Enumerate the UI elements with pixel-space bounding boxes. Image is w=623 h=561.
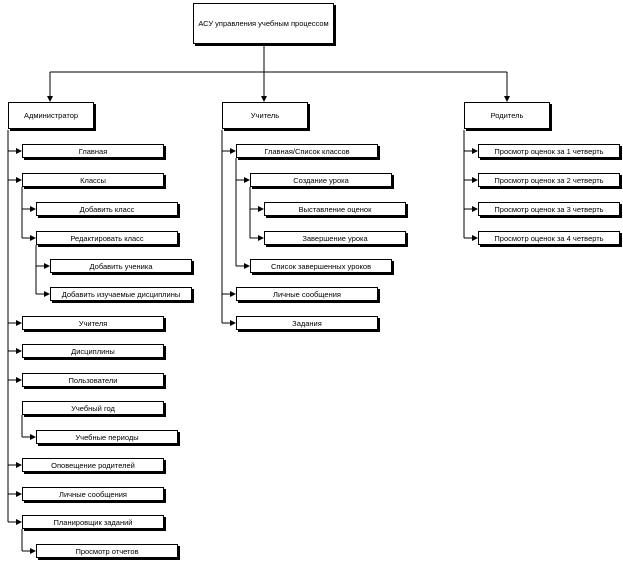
teacher-node: Учитель bbox=[222, 102, 308, 129]
parent-item-q3: Просмотр оценок за 3 четверть bbox=[478, 202, 620, 216]
teacher-item-tasks: Задания bbox=[236, 316, 378, 330]
teacher-item-finished-lessons: Список завершенных уроков bbox=[250, 259, 392, 273]
teacher-item-classes-list: Главная/Список классов bbox=[236, 144, 378, 158]
admin-item-users: Пользователи bbox=[22, 373, 164, 387]
admin-item-disciplines: Дисциплины bbox=[22, 344, 164, 358]
admin-item-reports: Просмотр отчетов bbox=[36, 544, 178, 558]
admin-item-messages: Личные сообщения bbox=[22, 487, 164, 501]
parent-item-q2: Просмотр оценок за 2 четверть bbox=[478, 173, 620, 187]
admin-item-scheduler: Планировщик заданий bbox=[22, 515, 164, 529]
admin-node: Администратор bbox=[8, 102, 94, 129]
teacher-item-grading: Выставление оценок bbox=[264, 202, 406, 216]
admin-item-teachers: Учителя bbox=[22, 316, 164, 330]
admin-item-main: Главная bbox=[22, 144, 164, 158]
admin-item-edit-class: Редактировать класс bbox=[36, 231, 178, 245]
parent-item-q1: Просмотр оценок за 1 четверть bbox=[478, 144, 620, 158]
parent-item-q4: Просмотр оценок за 4 четверть bbox=[478, 231, 620, 245]
root-node: АСУ управления учебным процессом bbox=[193, 3, 334, 44]
admin-item-add-class: Добавить класс bbox=[36, 202, 178, 216]
admin-item-study-periods: Учебные периоды bbox=[36, 430, 178, 444]
teacher-item-messages: Личные сообщения bbox=[236, 287, 378, 301]
teacher-item-create-lesson: Создание урока bbox=[250, 173, 392, 187]
admin-item-add-disciplines: Добавить изучаемые дисциплины bbox=[50, 287, 192, 301]
admin-item-classes: Классы bbox=[22, 173, 164, 187]
admin-item-parent-notify: Оповещение родителей bbox=[22, 458, 164, 472]
parent-node: Родитель bbox=[464, 102, 550, 129]
admin-item-school-year: Учебный год bbox=[22, 401, 164, 415]
teacher-item-finish-lesson: Завершение урока bbox=[264, 231, 406, 245]
admin-item-add-student: Добавить ученика bbox=[50, 259, 192, 273]
